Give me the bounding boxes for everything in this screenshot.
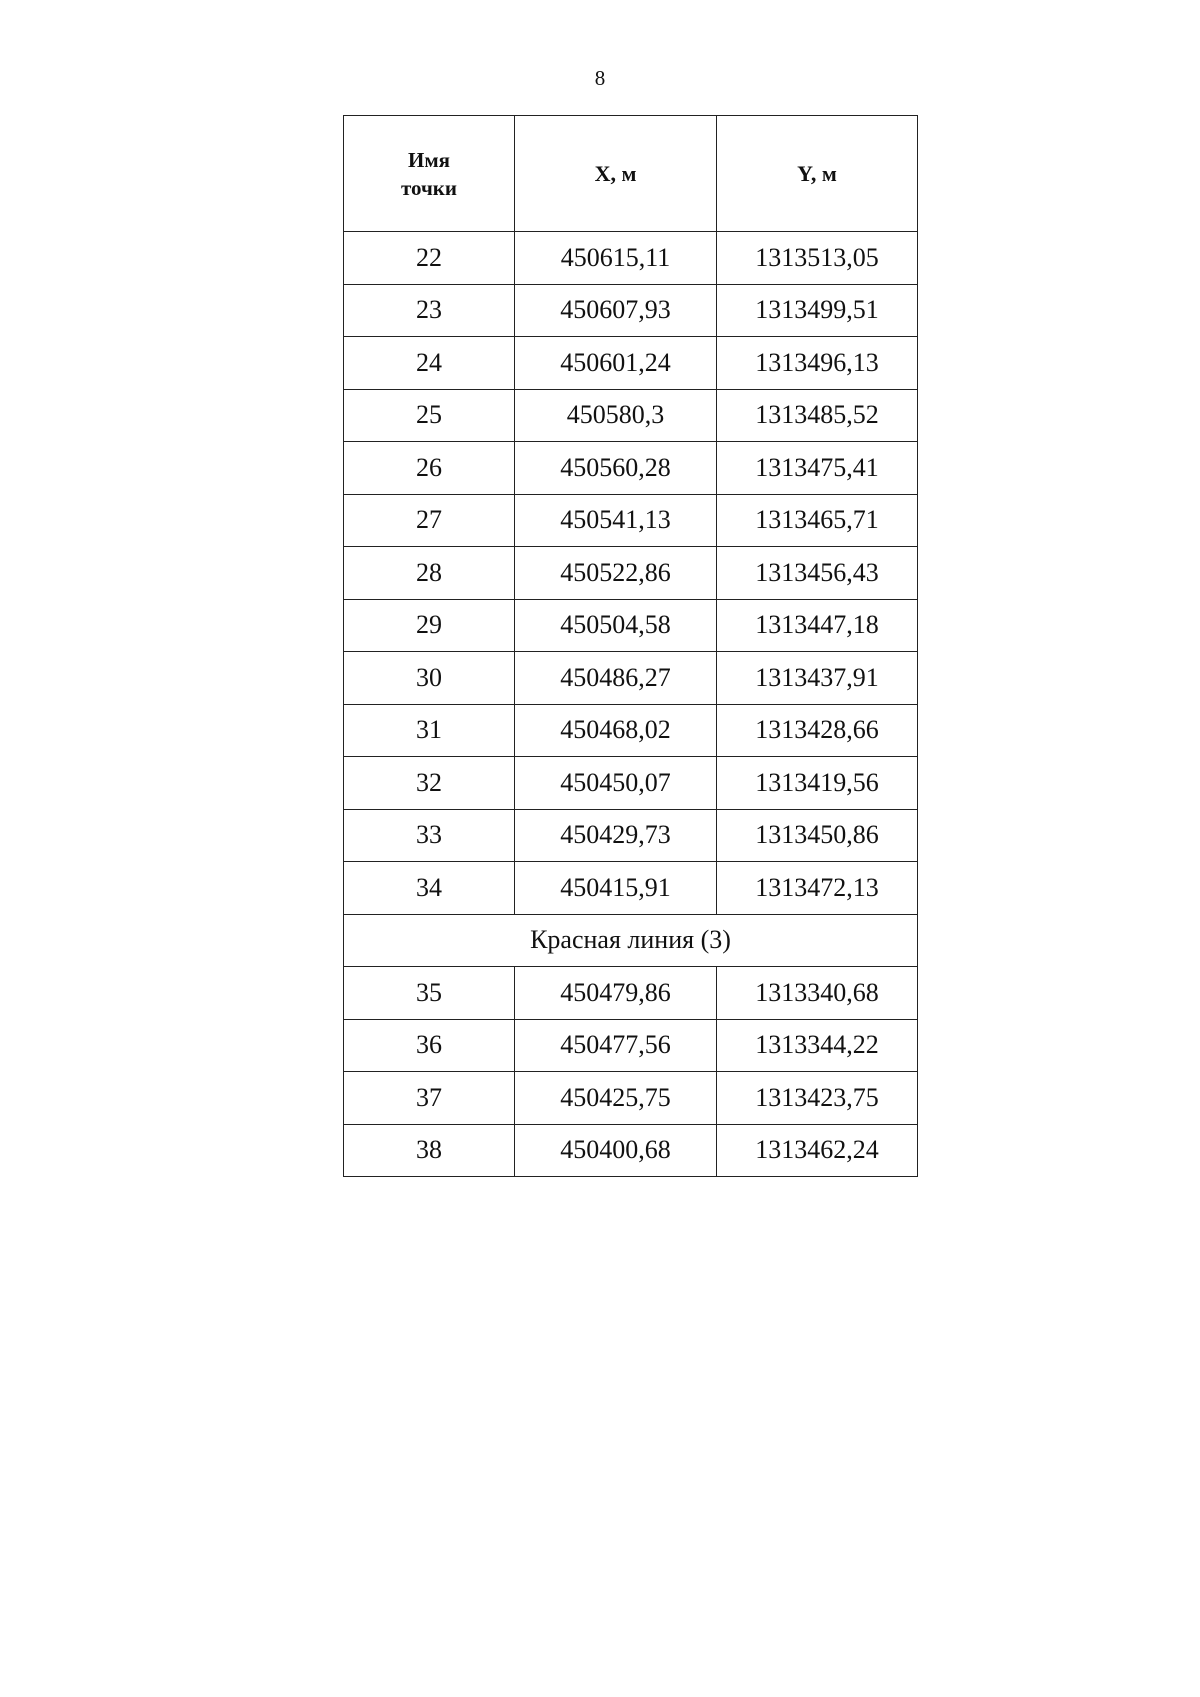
point-name: 27: [344, 494, 515, 547]
table-row: [344, 599, 918, 652]
point-name: 28: [344, 547, 515, 600]
x-value: 450429,73: [515, 809, 717, 862]
y-value: 1313475,41: [717, 442, 918, 495]
point-name: 23: [344, 284, 515, 337]
x-value: 450468,02: [515, 704, 717, 757]
x-value: 450450,07: [515, 757, 717, 810]
point-name: 24: [344, 337, 515, 390]
y-value: 1313496,13: [717, 337, 918, 390]
coordinates-table: [343, 115, 918, 1177]
point-name: 38: [344, 1124, 515, 1177]
y-value: 1313465,71: [717, 494, 918, 547]
point-name: 25: [344, 389, 515, 442]
x-value: 450541,13: [515, 494, 717, 547]
point-name: 33: [344, 809, 515, 862]
point-name: 31: [344, 704, 515, 757]
y-value: 1313456,43: [717, 547, 918, 600]
point-name: 30: [344, 652, 515, 705]
section-title: Красная линия (3): [344, 914, 918, 967]
y-value: 1313499,51: [717, 284, 918, 337]
table-row: [344, 652, 918, 705]
table-row: [344, 389, 918, 442]
table-row: [344, 967, 918, 1020]
table-row: [344, 442, 918, 495]
y-value: 1313485,52: [717, 389, 918, 442]
point-name: 37: [344, 1072, 515, 1125]
table-row: [344, 1124, 918, 1177]
table-header-row: [344, 116, 918, 232]
point-name: 26: [344, 442, 515, 495]
y-value: 1313450,86: [717, 809, 918, 862]
section-row: [344, 914, 918, 967]
table-row: [344, 284, 918, 337]
table-row: [344, 494, 918, 547]
y-value: 1313472,13: [717, 862, 918, 915]
y-value: 1313423,75: [717, 1072, 918, 1125]
table-row: [344, 547, 918, 600]
point-name: 36: [344, 1019, 515, 1072]
table-row: [344, 232, 918, 285]
x-value: 450607,93: [515, 284, 717, 337]
y-value: 1313419,56: [717, 757, 918, 810]
y-value: 1313513,05: [717, 232, 918, 285]
x-value: 450601,24: [515, 337, 717, 390]
x-value: 450615,11: [515, 232, 717, 285]
table-row: [344, 1019, 918, 1072]
page-number: 8: [594, 66, 606, 90]
table-row: [344, 337, 918, 390]
y-value: 1313344,22: [717, 1019, 918, 1072]
point-name: 29: [344, 599, 515, 652]
point-name: 34: [344, 862, 515, 915]
header-x: X, м: [515, 116, 717, 232]
x-value: 450400,68: [515, 1124, 717, 1177]
header-y: Y, м: [717, 116, 918, 232]
table-row: [344, 704, 918, 757]
y-value: 1313462,24: [717, 1124, 918, 1177]
x-value: 450425,75: [515, 1072, 717, 1125]
x-value: 450580,3: [515, 389, 717, 442]
table-row: [344, 1072, 918, 1125]
y-value: 1313447,18: [717, 599, 918, 652]
x-value: 450477,56: [515, 1019, 717, 1072]
table-row: [344, 809, 918, 862]
table-row: [344, 757, 918, 810]
x-value: 450560,28: [515, 442, 717, 495]
x-value: 450522,86: [515, 547, 717, 600]
point-name: 35: [344, 967, 515, 1020]
point-name: 22: [344, 232, 515, 285]
y-value: 1313437,91: [717, 652, 918, 705]
x-value: 450479,86: [515, 967, 717, 1020]
point-name: 32: [344, 757, 515, 810]
table-row: [344, 862, 918, 915]
header-point-name: Имя точки: [344, 116, 515, 232]
x-value: 450415,91: [515, 862, 717, 915]
y-value: 1313340,68: [717, 967, 918, 1020]
x-value: 450486,27: [515, 652, 717, 705]
y-value: 1313428,66: [717, 704, 918, 757]
x-value: 450504,58: [515, 599, 717, 652]
